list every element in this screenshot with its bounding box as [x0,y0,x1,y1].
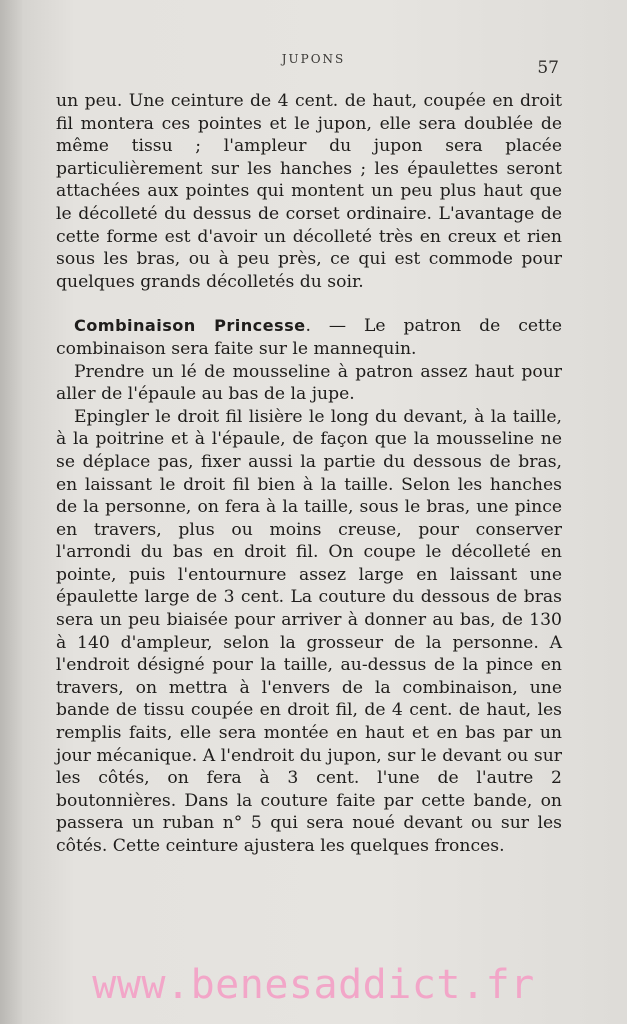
body-text [56,90,562,858]
section-intro-text: . — Le patron de cette combinaison sera faite sur le mannequin. [56,316,562,359]
paragraph-instruction-2: Epingler le droit fil lisière le long du devant, à la taille, à la poitrine et à l'épaule, de façon que la mousseline ne se déplace pas, fixer aussi la partie du dessous de bras, en laissant le droit fil bien à la taille. Selon les hanches de la personne, on fera à la taille, sous le bras, une pince en travers, plus ou moins creuse, pour conserver l'arrondi du bas en droit fil. On coupe le décolleté en pointe, puis l'entournure assez large en laissant une épaulette large de 3 cent. La couture du dessous de bras sera un peu biaisée pour arriver à donner au bas, de 130 à 140 d'ampleur, selon la grosseur de la personne. A l'endroit désigné pour la taille, au-dessus de la pince en travers, on mettra à l'envers de la combinaison, une bande de tissu coupée en droit fil, de 4 cent. de haut, les remplis faits, elle sera montée en haut et en bas par un jour mécanique. A l'endroit du jupon, sur le devant ou sur les côtés, on fera à 3 cent. l'une de l'autre 2 boutonnières. Dans la couture faite par cette bande, on passera un ruban n° 5 qui sera noué devant ou sur les côtés. Cette ceinture ajustera les quelques fronces. [56,406,562,856]
page-gutter [0,0,22,1024]
section-heading: Combinaison Princesse [74,316,306,336]
running-head: JUPONS [281,52,346,66]
paragraph-instruction-1: Prendre un lé de mousseline à patron assez haut pour aller de l'épaule au bas de la jupe. [56,361,562,405]
watermark-text: www.benesaddict.fr [92,962,535,1008]
paragraph-section-start [56,315,562,360]
paragraph-continuation: un peu. Une ceinture de 4 cent. de haut, coupée en droit fil montera ces pointes et le jupon, elle sera doublée de même tissu ; l'ampleur du jupon sera placée particulièrement sur les hanches ; les épaulettes seront attachées aux pointes qui montent un peu plus haut que le décolleté du dessus de corset ordinaire. L'avantage de cette forme est d'avoir un décolleté très en creux et rien sous les bras, ou à peu près, ce qui est commode pour quelques grands décolletés du soir. [56,91,562,292]
page-number: 57 [537,58,559,78]
